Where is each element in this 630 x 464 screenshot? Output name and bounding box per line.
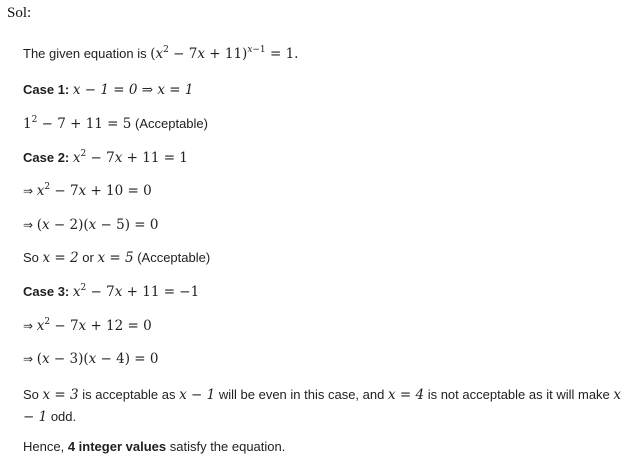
implies-arrow: ⇒ [23,218,34,232]
implies-arrow: ⇒ [23,184,34,198]
case1-math: x − 1 = 0 ⇒ x = 1 [72,82,194,98]
x-eq-5: x = 5 [97,250,134,266]
case2-note: (Acceptable) [137,250,211,265]
case3-line [23,282,622,302]
case3-step1-line [23,316,622,336]
case2-result-line [23,248,622,268]
case3-text-b: will be even in this case, and [218,387,385,402]
case2-step1-line [23,181,622,201]
case3-step1-math: $x^2 - 7x + 12 = 0$ [36,317,152,334]
x-minus-1: x − 1 [179,387,216,403]
conclusion-text-a: Hence, [23,439,65,454]
conclusion-bold: 4 integer values [67,439,167,454]
check1-math: $1^2 - 7 + 11 = 5$ [23,115,132,132]
check1-line [23,114,622,134]
case3-text-c: is not acceptable as it will make [427,387,610,402]
x-eq-2: x = 2 [42,250,79,266]
case3-step2-math: (x − 3)(x − 4) = 0 [36,351,159,367]
case3-result-paragraph [23,384,622,428]
case3-text-a: is acceptable as [82,387,176,402]
case3-step2-line [23,349,622,369]
so-text: So [23,387,39,402]
case3-label: Case 3: [23,284,70,299]
case1-line [23,80,622,100]
case1-label: Case 1: [23,82,70,97]
case3-math: $x^2 - 7x + 11 = -1$ [72,283,200,300]
check1-note: (Acceptable) [135,116,208,131]
case2-step1-math: $x^2 - 7x + 10 = 0$ [36,182,152,199]
case3-text-d: odd. [50,409,77,424]
case2-label: Case 2: [23,150,70,165]
case2-line [23,148,622,168]
case2-step2-line [23,215,622,235]
main-equation: $(x^2 - 7x + 11)^{x-1} = 1$. [150,45,299,62]
conclusion-line [23,437,622,457]
intro-text: The given equation is [23,46,147,61]
solution-heading: Sol: [7,5,32,21]
case2-math: $x^2 - 7x + 11 = 1$ [72,149,188,166]
x-eq-4: x = 4 [387,387,425,403]
or-text: or [82,250,94,265]
intro-line [23,44,622,64]
x-eq-3: x = 3 [42,387,79,403]
so-text: So [23,250,39,265]
conclusion-text-b: satisfy the equation. [169,439,286,454]
case2-step2-math: (x − 2)(x − 5) = 0 [36,217,159,233]
implies-arrow: ⇒ [23,352,34,366]
x-minus-1: x − 1 [23,387,622,425]
implies-arrow: ⇒ [23,319,34,333]
